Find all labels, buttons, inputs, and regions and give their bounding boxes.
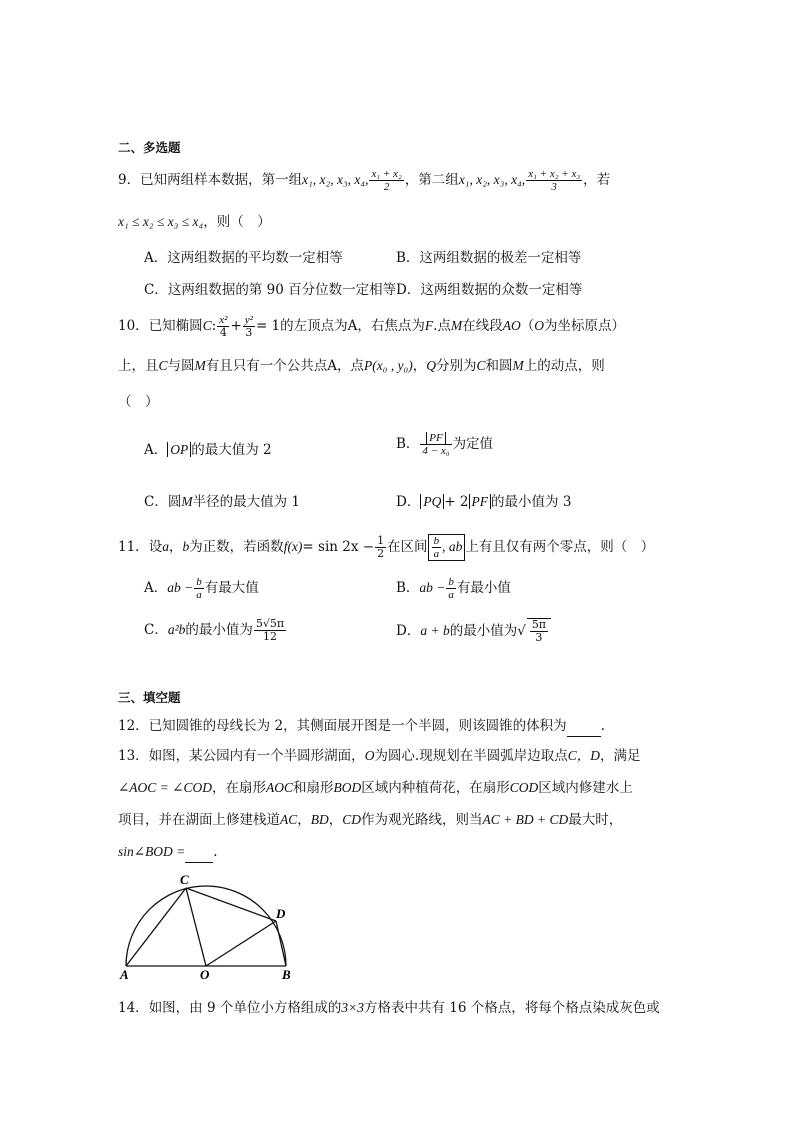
point-p: P(x₀ , y₀) <box>364 358 413 373</box>
group2-values: x₁, x₂, x₃, x₄, <box>458 172 526 187</box>
question-13-line-1: 13．如图，某公园内有一个半圆形湖面，O为圆心.现规划在半圆弧岸边取点C，D，满足 <box>118 748 641 764</box>
question-9-line-1 <box>118 168 610 193</box>
q10-eq-tail: = 1 <box>255 318 281 334</box>
q9-fraction-1: $\frac{\text{x₁ + x₂}}{2}$ <box>371 168 402 193</box>
q10-text: （ <box>520 318 535 334</box>
answer-blank[interactable] <box>567 716 601 737</box>
ellipse-label: C <box>202 318 212 333</box>
q10-text: 上，且 <box>118 358 159 374</box>
radius-od <box>206 921 276 966</box>
q10-text: 为坐标原点） <box>543 318 625 334</box>
question-10-line-1: 10．已知椭圆C: $\frac{\text{x²}}{4}$ + $\frac{\text{y²}}{3}$ = 1的左顶点为A，右焦点为F.点M在线段AO（O为坐标原点） <box>118 314 625 339</box>
q9-option-d: D．这两组数据的众数一定相等 <box>396 282 583 298</box>
semicircle-figure <box>118 872 308 982</box>
q9-fraction-2: $\frac{\text{x₁ + x₂ + x₃}}{3}$ <box>528 168 581 193</box>
circle-m: M <box>512 358 524 373</box>
ellipse-label: C <box>476 358 486 373</box>
label-o: O <box>200 967 210 982</box>
q10-text: .点 <box>433 318 451 334</box>
point-o: O <box>534 318 544 333</box>
question-13-line-3: 项目，并在湖面上修建栈道AC，BD，CD作为观光路线，则当AC + BD + CD最大时， <box>118 812 623 828</box>
q10-option-c: C．圆M半径的最大值为 1 <box>144 494 300 510</box>
q10-text: 和圆 <box>485 358 513 374</box>
radius-oc <box>186 888 206 966</box>
question-9-line-2 <box>118 212 271 232</box>
q11-option-b: B．ab − $\frac{b}{a}$ 有最小值 <box>396 576 511 601</box>
answer-blank[interactable] <box>185 842 213 863</box>
q10-option-d: D． PQ + 2 PF 的最小值为 3 <box>396 494 572 510</box>
q10-fraction-y: $\frac{\text{y²}}{3}$ <box>244 314 253 339</box>
q9-tail: ，则（ ） <box>203 214 271 230</box>
question-13-line-2: ∠AOC = ∠COD，在扇形AOC和扇形BOD区域内种植荷花，在扇形COD区域内修建水上 <box>118 780 633 796</box>
q11-option-c: C．a²b的最小值为 $\frac{5√5\pi}{12}$ <box>144 617 285 643</box>
label-a: A <box>120 967 129 982</box>
q9-text: ，若 <box>583 172 611 188</box>
semicircle-arc <box>126 886 286 966</box>
label-c: C <box>180 872 189 887</box>
q9-text: ，第二组 <box>404 172 459 188</box>
label-b: B <box>282 967 291 982</box>
interval: $\frac{b}{a}$ , ab <box>428 534 466 561</box>
q11-option-d: D．a + b的最小值为√ $\frac{5\pi}{3}$ <box>396 618 551 644</box>
q10-fraction-x: $\frac{\text{x²}}{4}$ <box>219 314 228 339</box>
q10-text: 分别为 <box>436 358 477 374</box>
question-number: 11． <box>118 539 149 555</box>
question-14-line-1: 14．如图，由 9 个单位小方格组成的3×3方格表中共有 16 个格点，将每个格点染成灰色或 <box>118 1000 660 1016</box>
q9-text: 已知两组样本数据，第一组 <box>140 172 303 188</box>
q9-condition: x₁ ≤ x₂ ≤ x₃ ≤ x₄ <box>118 214 204 229</box>
point-q: Q <box>426 358 436 373</box>
question-11-line-1: 11．设a，b为正数，若函数f(x)= sin 2x − $\frac{1}{2}$ 在区间 $\frac{b}{a}$ , ab 上有且仅有两个零点，则（ ） <box>118 534 655 560</box>
question-number: 10． <box>118 318 149 334</box>
question-12: 12．已知圆锥的母线长为 2，其侧面展开图是一个半圆，则该圆锥的体积为 . <box>118 716 605 737</box>
q10-text: 有且只有一个公共点A，点 <box>205 358 365 374</box>
q10-text: ， <box>412 358 427 374</box>
q10-text: 在线段 <box>462 318 503 334</box>
segment-ao: AO <box>502 318 521 333</box>
q9-option-a: A．这两组数据的平均数一定相等 <box>144 250 343 266</box>
chord-ac <box>126 888 186 966</box>
section-heading-multi-choice: 二、多选题 <box>118 140 181 155</box>
question-10-line-3: （ ） <box>118 394 159 410</box>
point-m: M <box>450 318 463 333</box>
q10-text: 已知椭圆 <box>148 318 203 334</box>
question-13-line-4: sin∠BOD = . <box>118 842 218 863</box>
q10-option-a: A． OP 的最大值为 2 <box>144 442 272 458</box>
q10-text: 上的动点，则 <box>523 358 605 374</box>
question-number: 9． <box>118 172 141 188</box>
q10-option-b: B． $\frac{PF}{\text{4 − x₀}}$ 为定值 <box>396 432 494 457</box>
label-d: D <box>276 906 286 921</box>
chord-cd <box>186 888 276 921</box>
q10-text: 与圆 <box>167 358 195 374</box>
question-10-line-2 <box>118 356 605 376</box>
circle-m: M <box>194 358 206 373</box>
q9-option-b: B．这两组数据的极差一定相等 <box>396 250 582 266</box>
ellipse-label: C <box>158 358 168 373</box>
section-heading-fill-blank: 三、填空题 <box>118 690 181 705</box>
point-f: F <box>424 318 434 333</box>
q10-text: 的左顶点为A，右焦点为 <box>280 318 425 334</box>
chord-bd <box>276 921 286 966</box>
group1-values: x₁, x₂, x₃, x₄, <box>302 172 369 187</box>
q11-option-a: A．ab − $\frac{b}{a}$ 有最大值 <box>144 576 259 601</box>
q9-option-c: C．这两组数据的第 90 百分位数一定相等 <box>144 282 397 298</box>
